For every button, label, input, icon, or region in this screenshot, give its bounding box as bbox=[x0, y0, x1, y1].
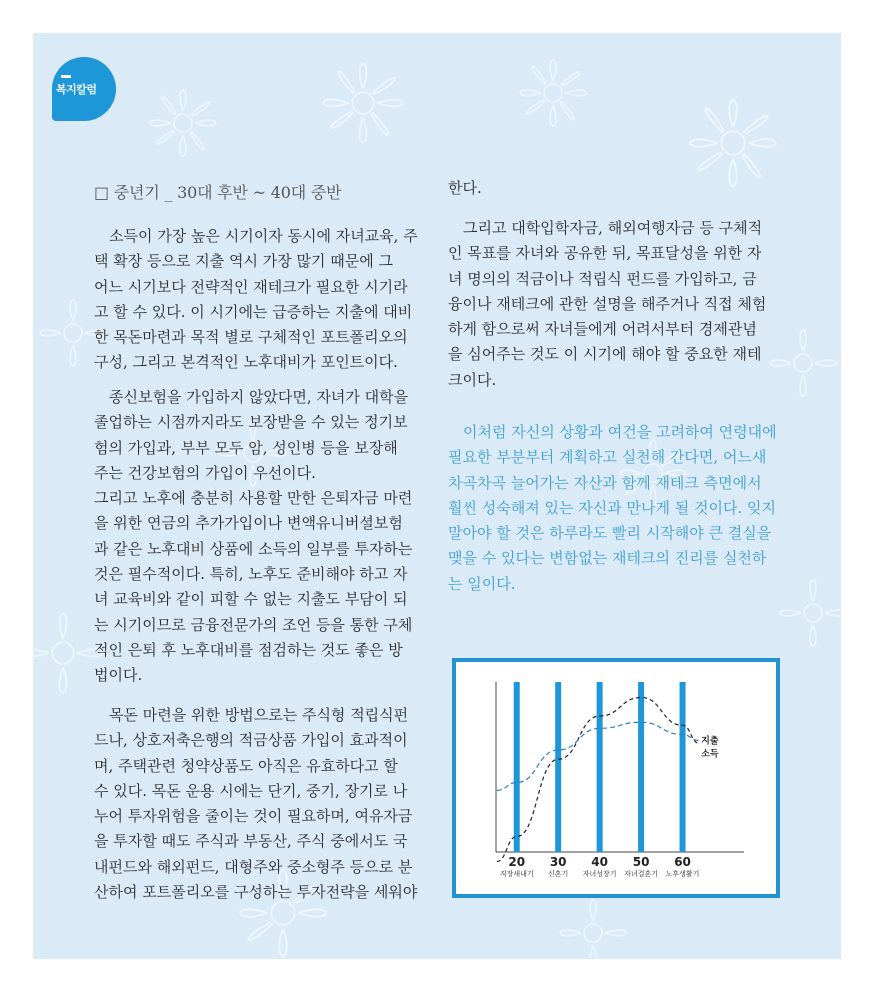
chart-tick-label: 40 bbox=[591, 855, 608, 869]
paragraph-4: 그리고 대학입학자금, 해외여행자금 등 구체적 인 목표를 자녀와 공유한 뒤, 목표달성을 위한 자 녀 명의의 적금이나 적립식 펀드를 가입하고, 금 융이나 재테크에 관한 설명을 해주거나 직접 체험 하게 함으로써 자녀들에게 어려서부터 경제관념 을 심어주는 것도 이 시기에 해야 할 중요한 재테 크이다. bbox=[448, 219, 767, 389]
chart-age-bar-20 bbox=[514, 682, 520, 852]
chart-tick-label: 30 bbox=[549, 855, 567, 869]
chart-series-label: 지출 bbox=[701, 736, 719, 747]
chart-age-bar-60 bbox=[680, 682, 686, 852]
right-column bbox=[448, 176, 783, 201]
chart-age-bar-40 bbox=[597, 682, 603, 852]
column-badge bbox=[52, 57, 116, 121]
chart-series-label: 소득 bbox=[701, 749, 719, 760]
chart-stage-label: 노후생활기 bbox=[665, 870, 700, 878]
chart-canvas bbox=[456, 662, 776, 894]
paragraph-continued: 한다. bbox=[448, 179, 482, 197]
paragraph-1: 소득이 가장 높은 시기이자 동시에 자녀교육, 주 택 확장 등으로 지출 역시 가장 많기 때문에 그 어느 시기보다 전략적인 재테크가 필요한 시기라 고 할 수 있다. 이 시기에는 급증하는 지출에 대비 한 목돈마련과 목적 별로 구체적인 포트폴리오의 구성, 그리고 본격적인 노후대비가 포인트이다. bbox=[94, 227, 418, 372]
chart-tick-label: 60 bbox=[674, 855, 691, 869]
highlight-column bbox=[448, 420, 783, 597]
right-column-2 bbox=[448, 216, 783, 393]
chart-stage-label: 자녀성장기 bbox=[582, 870, 617, 878]
left-column-3 bbox=[94, 703, 428, 905]
chart-age-bar-30 bbox=[555, 682, 561, 852]
section-heading: □ 중년기 _ 30대 후반 ~ 40대 중반 bbox=[94, 183, 342, 202]
left-column bbox=[94, 224, 428, 376]
chart-stage-label: 자녀결혼기 bbox=[624, 870, 658, 878]
badge-label: 복지칼럼 bbox=[56, 83, 97, 96]
chart-tick-label: 50 bbox=[632, 855, 650, 869]
chart-age-bar-50 bbox=[638, 682, 644, 852]
paragraph-2: 종신보험을 가입하지 않았다면, 자녀가 대학을 졸업하는 시점까지라도 보장받을 수 있는 정기보 험의 가입과, 부부 모두 암, 성인병 등을 보장해 주는 건강보험의 가입이 우선이다. 그리고 노후에 충분히 사용할 만한 은퇴자금 마련 을 위한 연금의 추가가입이나 변액유니버셜보험 과 같은 노후대비 상품에 소득의 일부를 투자하는 것은 필수적이다. 특히, 노후도 준비해야 하고 자 녀 교육비와 같이 피할 수 없는 지출도 부담이 되 는 시기이므로 금융전문가의 조언 등을 통한 구체 적인 은퇴 후 노후대비를 점검하는 것도 좋은 방 법이다. bbox=[94, 388, 413, 685]
highlight-paragraph: 이처럼 자신의 상황과 여건을 고려하여 연령대에 필요한 부분부터 계획하고 실천해 간다면, 어느새 차곡차곡 늘어가는 자산과 함께 재테크 측면에서 훨씬 성숙해져 있는 자신과 만나게 될 것이다. 잊지 말아야 할 것은 하루라도 빨리 시작해야 큰 결실을 맺을 수 있다는 변함없는 재테크의 진리를 실천하 는 일이다. bbox=[448, 423, 777, 593]
chart-stage-label: 직장새내기 bbox=[499, 870, 534, 878]
chart-tick-label: 20 bbox=[508, 855, 526, 869]
paragraph-3: 목돈 마련을 위한 방법으로는 주식형 적립식펀 드나, 상호저축은행의 적금상품 가입이 효과적이 며, 주택관련 청약상품도 아직은 유효하다고 할 수 있다. 목돈 운용 시에는 단기, 중기, 장기로 나 누어 투자위험을 줄이는 것이 필요하며, 여유자금 을 투자할 때도 주식과 부동산, 주식 중에서도 국 내펀드와 해외펀드, 대형주와 중소형주 등으로 분 산하여 포트폴리오를 구성하는 투자전략을 세워야 bbox=[94, 706, 418, 902]
chart-stage-label: 신혼기 bbox=[548, 870, 569, 878]
lifecycle-chart bbox=[452, 658, 780, 898]
badge-bar-icon bbox=[61, 75, 71, 78]
left-column-2 bbox=[94, 385, 428, 689]
